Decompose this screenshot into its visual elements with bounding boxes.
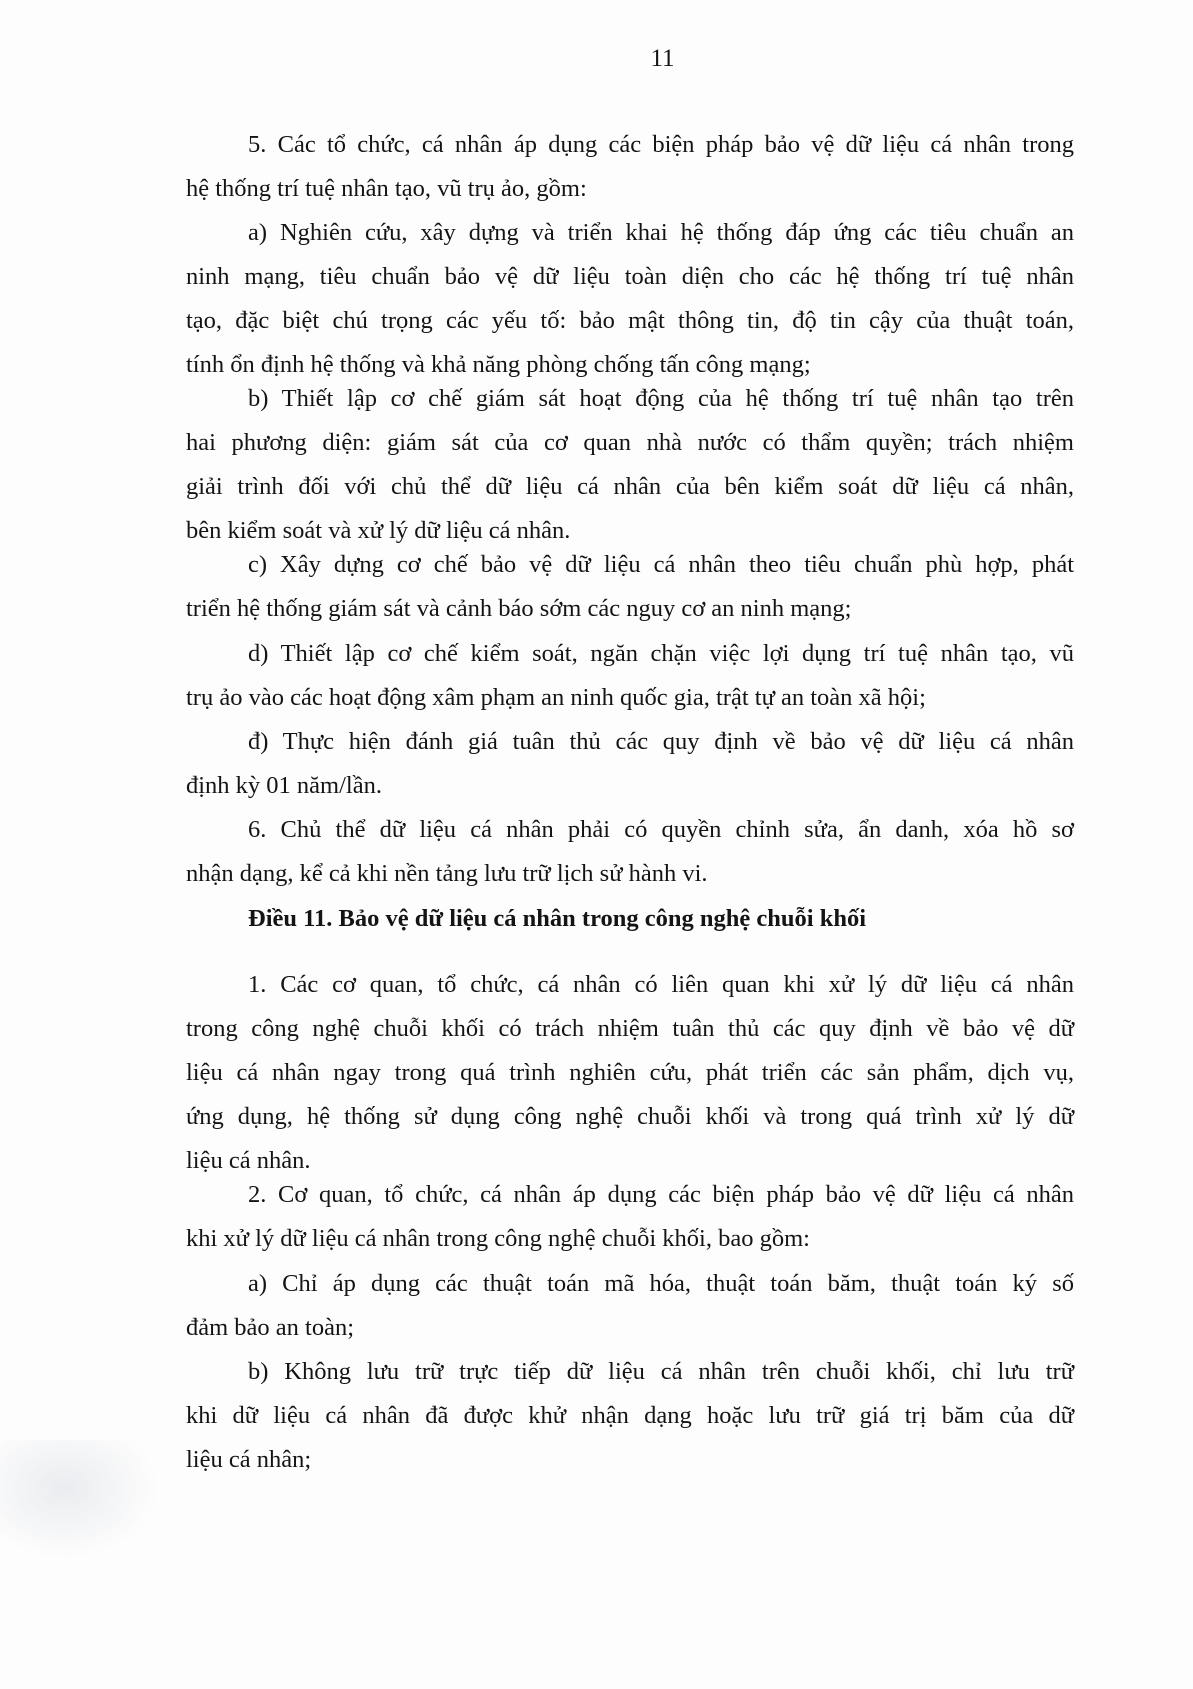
paragraph-clause-5 bbox=[186, 123, 1074, 211]
text-line: đ) Thực hiện đánh giá tuân thủ các quy định về bảo vệ dữ liệu cá nhân bbox=[248, 728, 1074, 755]
paragraph-item-dd bbox=[186, 720, 1074, 808]
text-line: 1. Các cơ quan, tổ chức, cá nhân có liên quan khi xử lý dữ liệu cá nhân bbox=[248, 971, 1074, 998]
text-line: tính ổn định hệ thống và khả năng phòng chống tấn công mạng; bbox=[186, 351, 811, 378]
paragraph-item-d bbox=[186, 632, 1074, 720]
text-line: liệu cá nhân. bbox=[186, 1147, 311, 1174]
text-line: giải trình đối với chủ thể dữ liệu cá nhân của bên kiểm soát dữ liệu cá nhân, bbox=[186, 473, 1074, 500]
text-line: trong công nghệ chuỗi khối có trách nhiệm tuân thủ các quy định về bảo vệ dữ bbox=[186, 1015, 1074, 1042]
text-line: hai phương diện: giám sát của cơ quan nhà nước có thẩm quyền; trách nhiệm bbox=[186, 429, 1074, 456]
text-line: khi xử lý dữ liệu cá nhân trong công nghệ chuỗi khối, bao gồm: bbox=[186, 1225, 810, 1252]
text-line: nhận dạng, kể cả khi nền tảng lưu trữ lịch sử hành vi. bbox=[186, 860, 708, 887]
paragraph-article-11-item-b bbox=[186, 1350, 1074, 1482]
text-line: a) Chỉ áp dụng các thuật toán mã hóa, thuật toán băm, thuật toán ký số bbox=[248, 1270, 1074, 1297]
text-line: b) Không lưu trữ trực tiếp dữ liệu cá nhân trên chuỗi khối, chỉ lưu trữ bbox=[248, 1358, 1074, 1385]
text-line: b) Thiết lập cơ chế giám sát hoạt động của hệ thống trí tuệ nhân tạo trên bbox=[248, 385, 1074, 412]
paragraph-clause-6 bbox=[186, 808, 1074, 896]
text-line: khi dữ liệu cá nhân đã được khử nhận dạng hoặc lưu trữ giá trị băm của dữ bbox=[186, 1402, 1074, 1429]
paragraph-item-c bbox=[186, 543, 1074, 631]
paragraph-item-a bbox=[186, 211, 1074, 387]
text-line: định kỳ 01 năm/lần. bbox=[186, 772, 382, 799]
paragraph-article-11-clause-2 bbox=[186, 1173, 1074, 1261]
text-line: liệu cá nhân ngay trong quá trình nghiên cứu, phát triển các sản phẩm, dịch vụ, bbox=[186, 1059, 1074, 1086]
paragraph-article-11-item-a bbox=[186, 1262, 1074, 1350]
text-line: a) Nghiên cứu, xây dựng và triển khai hệ thống đáp ứng các tiêu chuẩn an bbox=[248, 219, 1074, 246]
text-line: 2. Cơ quan, tổ chức, cá nhân áp dụng các biện pháp bảo vệ dữ liệu cá nhân bbox=[248, 1181, 1074, 1208]
paragraph-article-11-clause-1 bbox=[186, 963, 1074, 1183]
article-heading: Điều 11. Bảo vệ dữ liệu cá nhân trong công nghệ chuỗi khối bbox=[248, 905, 867, 932]
paragraph-item-b bbox=[186, 377, 1074, 553]
text-line: bên kiểm soát và xử lý dữ liệu cá nhân. bbox=[186, 517, 571, 544]
text-line: 6. Chủ thể dữ liệu cá nhân phải có quyền chỉnh sửa, ẩn danh, xóa hồ sơ bbox=[248, 816, 1074, 843]
text-line: liệu cá nhân; bbox=[186, 1446, 312, 1473]
text-line: ứng dụng, hệ thống sử dụng công nghệ chuỗi khối và trong quá trình xử lý dữ bbox=[186, 1103, 1074, 1130]
scan-smudge bbox=[0, 1440, 160, 1560]
text-line: d) Thiết lập cơ chế kiểm soát, ngăn chặn việc lợi dụng trí tuệ nhân tạo, vũ bbox=[248, 640, 1074, 667]
text-line: đảm bảo an toàn; bbox=[186, 1314, 355, 1341]
text-line: c) Xây dựng cơ chế bảo vệ dữ liệu cá nhân theo tiêu chuẩn phù hợp, phát bbox=[248, 551, 1074, 578]
page-number: 11 bbox=[650, 45, 675, 72]
text-line: 5. Các tổ chức, cá nhân áp dụng các biện pháp bảo vệ dữ liệu cá nhân trong bbox=[248, 131, 1074, 158]
text-line: trụ ảo vào các hoạt động xâm phạm an ninh quốc gia, trật tự an toàn xã hội; bbox=[186, 684, 926, 711]
text-line: tạo, đặc biệt chú trọng các yếu tố: bảo mật thông tin, độ tin cậy của thuật toán, bbox=[186, 307, 1074, 334]
text-line: triển hệ thống giám sát và cảnh báo sớm các nguy cơ an ninh mạng; bbox=[186, 595, 852, 622]
text-line: ninh mạng, tiêu chuẩn bảo vệ dữ liệu toàn diện cho các hệ thống trí tuệ nhân bbox=[186, 263, 1074, 290]
text-line: hệ thống trí tuệ nhân tạo, vũ trụ ảo, gồm: bbox=[186, 175, 587, 202]
